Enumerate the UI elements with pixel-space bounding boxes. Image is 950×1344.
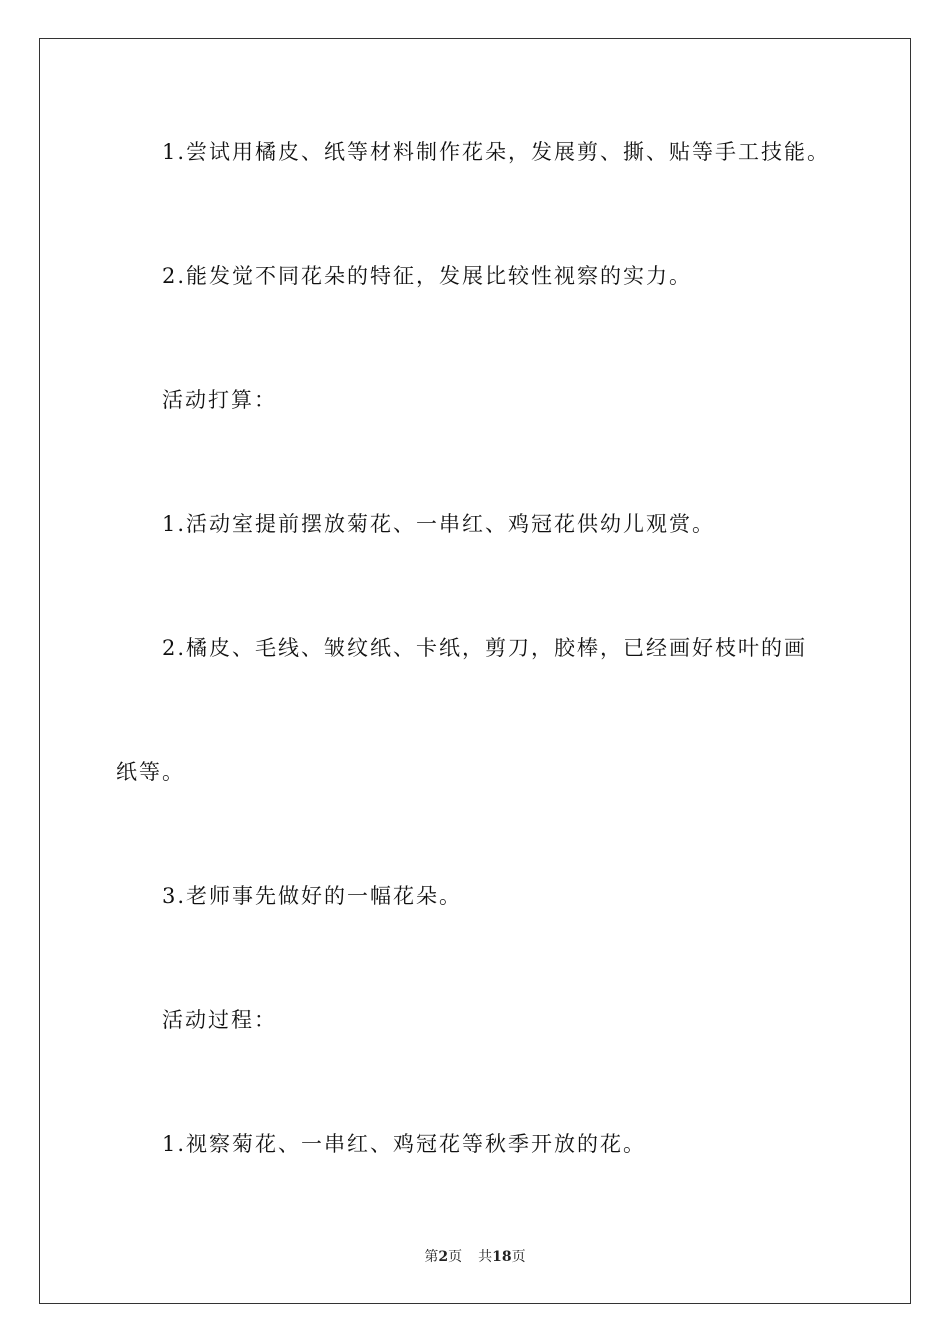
paragraph-prep-1: 1.活动室提前摆放菊花、一串红、鸡冠花供幼儿观赏。 <box>162 512 716 536</box>
heading-process: 活动过程： <box>162 1008 277 1032</box>
page-prefix: 第 <box>424 1249 439 1265</box>
paragraph-goal-1: 1.尝试用橘皮、纸等材料制作花朵，发展剪、撕、贴等手工技能。 <box>162 140 831 164</box>
page-suffix: 页 <box>448 1249 463 1265</box>
page-border <box>39 38 911 1304</box>
paragraph-process-1: 1.视察菊花、一串红、鸡冠花等秋季开放的花。 <box>162 1132 647 1156</box>
total-suffix: 页 <box>511 1249 526 1265</box>
paragraph-prep-2-continued: 纸等。 <box>116 760 185 784</box>
heading-preparation: 活动打算： <box>162 388 277 412</box>
page-number <box>424 1249 462 1265</box>
paragraph-prep-2: 2.橘皮、毛线、皱纹纸、卡纸，剪刀，胶棒，已经画好枝叶的画 <box>162 636 808 660</box>
page-footer <box>0 1248 950 1266</box>
total-count: 18 <box>492 1249 512 1265</box>
paragraph-goal-2: 2.能发觉不同花朵的特征，发展比较性视察的实力。 <box>162 264 693 288</box>
paragraph-prep-3: 3.老师事先做好的一幅花朵。 <box>162 884 463 908</box>
current-page: 2 <box>438 1249 449 1265</box>
total-pages <box>478 1249 525 1265</box>
total-prefix: 共 <box>478 1249 493 1265</box>
